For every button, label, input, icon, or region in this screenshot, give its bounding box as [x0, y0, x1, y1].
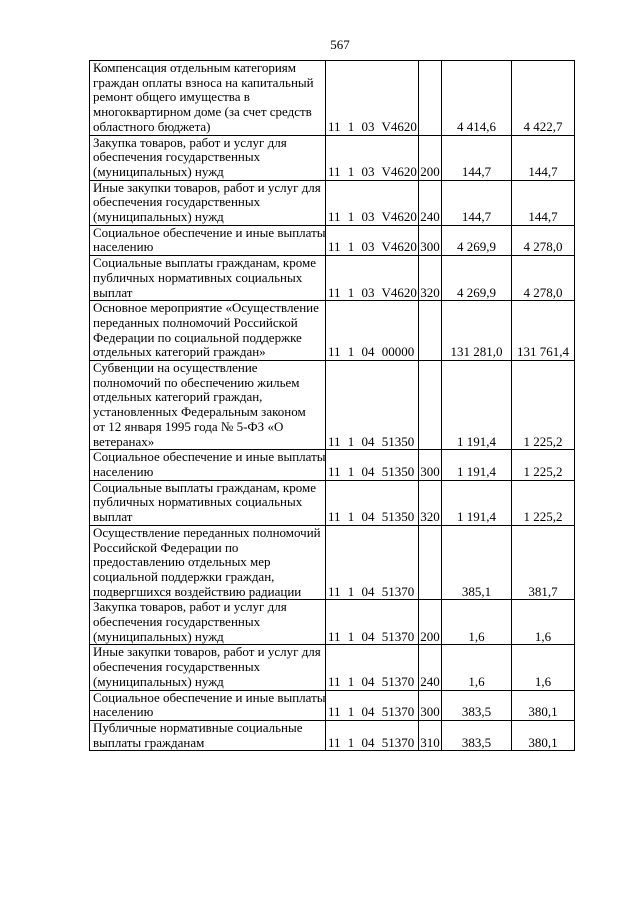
description-line: многоквартирном доме (за счет средств	[93, 104, 312, 120]
row-code: 11 1 04 51370	[326, 600, 419, 645]
page-number: 567	[330, 37, 350, 52]
row-expense-type: 300	[419, 690, 442, 720]
row-expense-type: 240	[419, 645, 442, 690]
description-line: обеспечения государственных	[93, 614, 261, 630]
row-value-1: 383,5	[442, 690, 512, 720]
row-value-2: 144,7	[512, 180, 575, 225]
description-line: обеспечения государственных	[93, 194, 261, 210]
budget-table	[89, 60, 575, 751]
row-value-1: 1,6	[442, 645, 512, 690]
row-code: 11 1 04 51350	[326, 361, 419, 450]
row-code: 11 1 04 51370	[326, 525, 419, 600]
description-line: Субвенции на осуществление	[93, 360, 258, 376]
description-line: публичных нормативных социальных	[93, 269, 303, 285]
description-line: населению	[93, 239, 154, 255]
description-line: выплат	[93, 509, 133, 525]
description-line: Социальное обеспечение и иные выплаты	[93, 224, 326, 240]
description-line: Иные закупки товаров, работ и услуг для	[93, 644, 321, 660]
row-expense-type: 320	[419, 256, 442, 301]
table-row	[90, 256, 575, 301]
row-description	[90, 135, 326, 180]
description-line: ремонт общего имущества в	[93, 89, 250, 105]
table-row	[90, 600, 575, 645]
row-description	[90, 301, 326, 361]
row-code: 11 1 03 V4620	[326, 225, 419, 255]
row-value-1: 4 414,6	[442, 61, 512, 136]
description-line: Социальное обеспечение и иные выплаты	[93, 449, 326, 465]
row-value-1: 1,6	[442, 600, 512, 645]
row-value-2: 4 422,7	[512, 61, 575, 136]
table-row	[90, 135, 575, 180]
row-value-2: 1,6	[512, 600, 575, 645]
row-description	[90, 480, 326, 525]
description-line: подвергшихся воздействию радиации	[93, 583, 302, 599]
table-row	[90, 450, 575, 480]
row-description	[90, 61, 326, 136]
description-line: Социальные выплаты гражданам, кроме	[93, 479, 316, 495]
description-line: Основное мероприятие «Осуществление	[93, 300, 319, 316]
row-expense-type: 240	[419, 180, 442, 225]
description-line: отдельных категорий граждан,	[93, 389, 263, 405]
row-description	[90, 256, 326, 301]
description-line: ветеранах»	[93, 433, 155, 449]
table-row	[90, 61, 575, 136]
description-line: предоставлению отдельных мер	[93, 554, 271, 570]
row-expense-type: 310	[419, 720, 442, 750]
row-code: 11 1 04 51350	[326, 480, 419, 525]
row-code: 11 1 03 V4620	[326, 135, 419, 180]
description-line: населению	[93, 463, 154, 479]
row-description	[90, 450, 326, 480]
description-line: обеспечения государственных	[93, 149, 261, 165]
description-line: выплаты гражданам	[93, 734, 205, 750]
description-line: областного бюджета)	[93, 118, 211, 134]
table-row	[90, 225, 575, 255]
table-row	[90, 525, 575, 600]
row-expense-type: 200	[419, 600, 442, 645]
row-code: 11 1 03 V4620	[326, 61, 419, 136]
table-row	[90, 645, 575, 690]
row-code: 11 1 04 51370	[326, 645, 419, 690]
description-line: полномочий по обеспечению жильем	[93, 374, 300, 390]
table-row	[90, 720, 575, 750]
row-value-2: 380,1	[512, 720, 575, 750]
row-value-1: 383,5	[442, 720, 512, 750]
row-description	[90, 225, 326, 255]
row-expense-type	[419, 361, 442, 450]
row-value-1: 4 269,9	[442, 256, 512, 301]
row-code: 11 1 04 51370	[326, 720, 419, 750]
row-code: 11 1 04 00000	[326, 301, 419, 361]
row-description	[90, 690, 326, 720]
row-code: 11 1 03 V4620	[326, 180, 419, 225]
description-line: Осуществление переданных полномочий	[93, 524, 321, 540]
row-value-2: 4 278,0	[512, 225, 575, 255]
row-value-1: 4 269,9	[442, 225, 512, 255]
description-line: переданных полномочий Российской	[93, 314, 298, 330]
row-description	[90, 361, 326, 450]
row-value-2: 381,7	[512, 525, 575, 600]
row-description	[90, 180, 326, 225]
row-value-1: 131 281,0	[442, 301, 512, 361]
row-value-2: 131 761,4	[512, 301, 575, 361]
row-value-1: 1 191,4	[442, 450, 512, 480]
table-row	[90, 690, 575, 720]
row-value-2: 380,1	[512, 690, 575, 720]
description-line: Публичные нормативные социальные	[93, 719, 303, 735]
row-code: 11 1 03 V4620	[326, 256, 419, 301]
description-line: (муниципальных) нужд	[93, 163, 224, 179]
row-expense-type	[419, 301, 442, 361]
row-value-2: 1 225,2	[512, 361, 575, 450]
row-value-2: 1 225,2	[512, 450, 575, 480]
description-line: граждан оплаты взноса на капитальный	[93, 74, 314, 90]
row-expense-type: 320	[419, 480, 442, 525]
description-line: публичных нормативных социальных	[93, 494, 303, 510]
description-line: населению	[93, 704, 154, 720]
description-line: от 12 января 1995 года № 5-ФЗ «О	[93, 418, 284, 434]
description-line: отдельных категорий граждан»	[93, 344, 266, 360]
row-code: 11 1 04 51370	[326, 690, 419, 720]
table-row	[90, 480, 575, 525]
description-line: установленных Федеральным законом	[93, 404, 306, 420]
row-value-2: 1 225,2	[512, 480, 575, 525]
row-value-1: 144,7	[442, 180, 512, 225]
row-value-1: 1 191,4	[442, 480, 512, 525]
row-description	[90, 645, 326, 690]
description-line: выплат	[93, 284, 133, 300]
description-line: (муниципальных) нужд	[93, 673, 224, 689]
row-expense-type: 200	[419, 135, 442, 180]
row-value-1: 144,7	[442, 135, 512, 180]
description-line: Социальное обеспечение и иные выплаты	[93, 689, 326, 705]
row-description	[90, 720, 326, 750]
description-line: Компенсация отдельным категориям	[93, 60, 297, 75]
description-line: Закупка товаров, работ и услуг для	[93, 599, 287, 615]
description-line: (муниципальных) нужд	[93, 628, 224, 644]
row-value-1: 1 191,4	[442, 361, 512, 450]
row-expense-type	[419, 61, 442, 136]
description-line: Иные закупки товаров, работ и услуг для	[93, 179, 321, 195]
description-line: обеспечения государственных	[93, 659, 261, 675]
table-row	[90, 180, 575, 225]
description-line: (муниципальных) нужд	[93, 209, 224, 225]
row-description	[90, 525, 326, 600]
row-expense-type: 300	[419, 450, 442, 480]
table-row	[90, 361, 575, 450]
description-line: Социальные выплаты гражданам, кроме	[93, 255, 316, 271]
row-value-2: 144,7	[512, 135, 575, 180]
table-row	[90, 301, 575, 361]
row-description	[90, 600, 326, 645]
row-code: 11 1 04 51350	[326, 450, 419, 480]
description-line: Закупка товаров, работ и услуг для	[93, 134, 287, 150]
row-expense-type: 300	[419, 225, 442, 255]
budget-table-body	[90, 61, 575, 751]
description-line: Федерации по социальной поддержке	[93, 329, 302, 345]
description-line: социальной поддержки граждан,	[93, 568, 275, 584]
row-value-1: 385,1	[442, 525, 512, 600]
row-expense-type	[419, 525, 442, 600]
row-value-2: 1,6	[512, 645, 575, 690]
row-value-2: 4 278,0	[512, 256, 575, 301]
description-line: Российской Федерации по	[93, 539, 239, 555]
